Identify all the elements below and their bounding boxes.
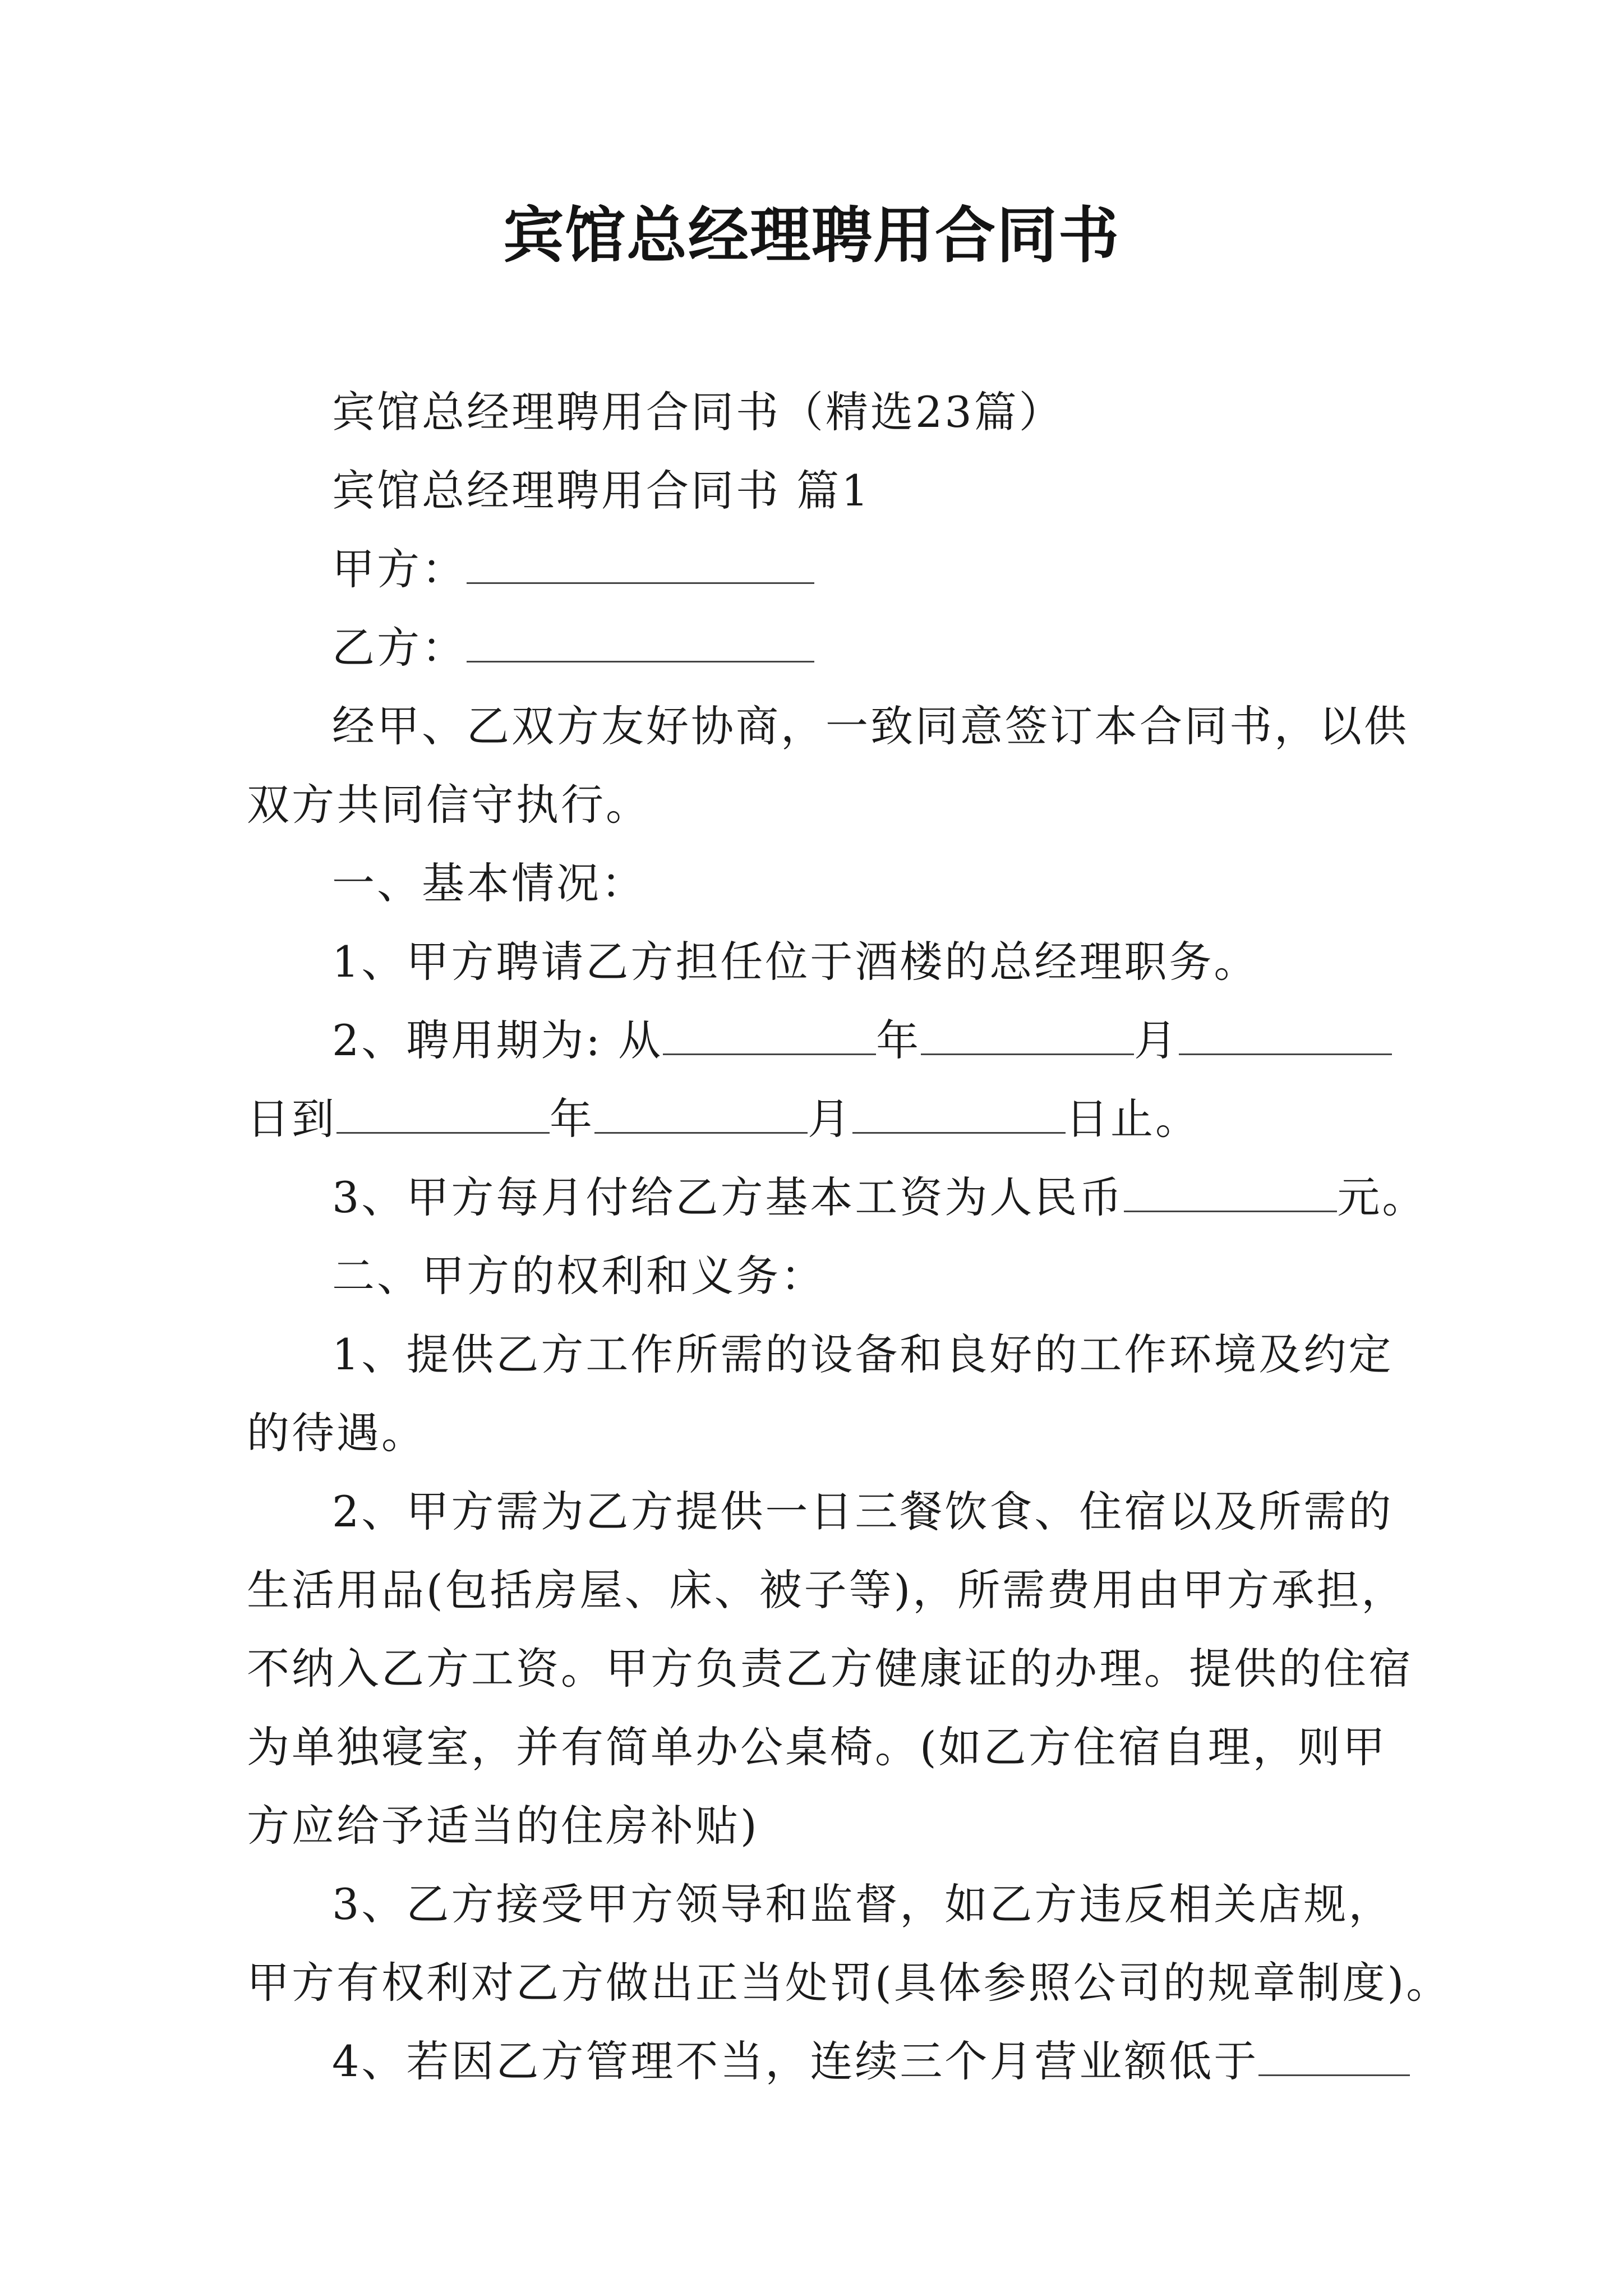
- intro-line-1: 经甲、乙双方友好协商，一致同意签订本合同书，以供: [332, 701, 1409, 751]
- item-1-2-month: 月: [1134, 1015, 1179, 1065]
- start-year-blank: [663, 1011, 876, 1055]
- salary-blank: [1124, 1168, 1337, 1212]
- intro-line-2: 双方共同信守执行。: [247, 780, 651, 830]
- item-1-2-line-1: [247, 1001, 1385, 1080]
- item-1-2-month-2: 月: [808, 1094, 852, 1144]
- party-a-blank: [467, 540, 814, 584]
- item-1-1: 1、甲方聘请乙方担任位于酒楼的总经理职务。: [332, 937, 1259, 987]
- item-1-2-year-2: 年: [550, 1094, 594, 1144]
- party-b-line: [247, 609, 1385, 687]
- start-day-blank: [1179, 1011, 1392, 1055]
- item-2-2-line-5: 方应给予适当的住房补贴): [247, 1801, 759, 1851]
- item-1-3-suffix: 元。: [1337, 1172, 1427, 1222]
- item-2-2-line-2: 生活用品(包括房屋、床、被子等)，所需费用由甲方承担，: [247, 1565, 1407, 1615]
- item-2-1-line-1: 1、提供乙方工作所需的设备和良好的工作环境及约定: [332, 1329, 1394, 1379]
- item-1-2-year: 年: [876, 1015, 921, 1065]
- heading-party-a-rights: 二、甲方的权利和义务：: [332, 1251, 826, 1301]
- end-day-blank: [852, 1089, 1066, 1134]
- document-subtitle: 宾馆总经理聘用合同书（精选23篇）: [332, 387, 1064, 437]
- item-2-4-line-1: [247, 2022, 1385, 2101]
- party-a-line: [247, 530, 1385, 609]
- item-1-3-prefix: 3、甲方每月付给乙方基本工资为人民币: [332, 1172, 1124, 1222]
- item-1-2-line-2: [247, 1080, 1385, 1158]
- item-1-2-end: 日止。: [1066, 1094, 1200, 1144]
- revenue-blank: [1258, 2032, 1410, 2076]
- item-2-2-line-1: 2、甲方需为乙方提供一日三餐饮食、住宿以及所需的: [332, 1487, 1394, 1536]
- item-2-1-line-2: 的待遇。: [247, 1408, 426, 1458]
- end-year-blank: [336, 1089, 550, 1134]
- heading-basic-info: 一、基本情况：: [332, 858, 646, 908]
- party-b-label: 乙方：: [332, 623, 467, 673]
- end-month-blank: [594, 1089, 808, 1134]
- party-b-blank: [467, 618, 814, 662]
- item-2-2-line-3: 不纳入乙方工资。甲方负责乙方健康证的办理。提供的住宿: [247, 1644, 1413, 1694]
- section-heading: 宾馆总经理聘用合同书 篇1: [332, 466, 871, 516]
- start-month-blank: [921, 1011, 1134, 1055]
- item-1-2-day-to: 日到: [247, 1094, 336, 1144]
- party-a-label: 甲方：: [332, 544, 467, 594]
- item-2-2-line-4: 为单独寝室，并有简单办公桌椅。(如乙方住宿自理，则甲: [247, 1722, 1387, 1772]
- document-title: 宾馆总经理聘用合同书: [502, 200, 1120, 271]
- item-1-3: [247, 1158, 1427, 1237]
- item-2-3-line-1: 3、乙方接受甲方领导和监督，如乙方违反相关店规，: [332, 1879, 1394, 1929]
- item-1-2-prefix: 2、聘用期为: 从: [332, 1015, 663, 1065]
- item-2-4-text: 4、若因乙方管理不当，连续三个月营业额低于: [332, 2036, 1259, 2086]
- document-body: [247, 373, 1451, 2101]
- item-2-3-line-2: 甲方有权利对乙方做出正当处罚(具体参照公司的规章制度)。: [247, 1958, 1451, 2008]
